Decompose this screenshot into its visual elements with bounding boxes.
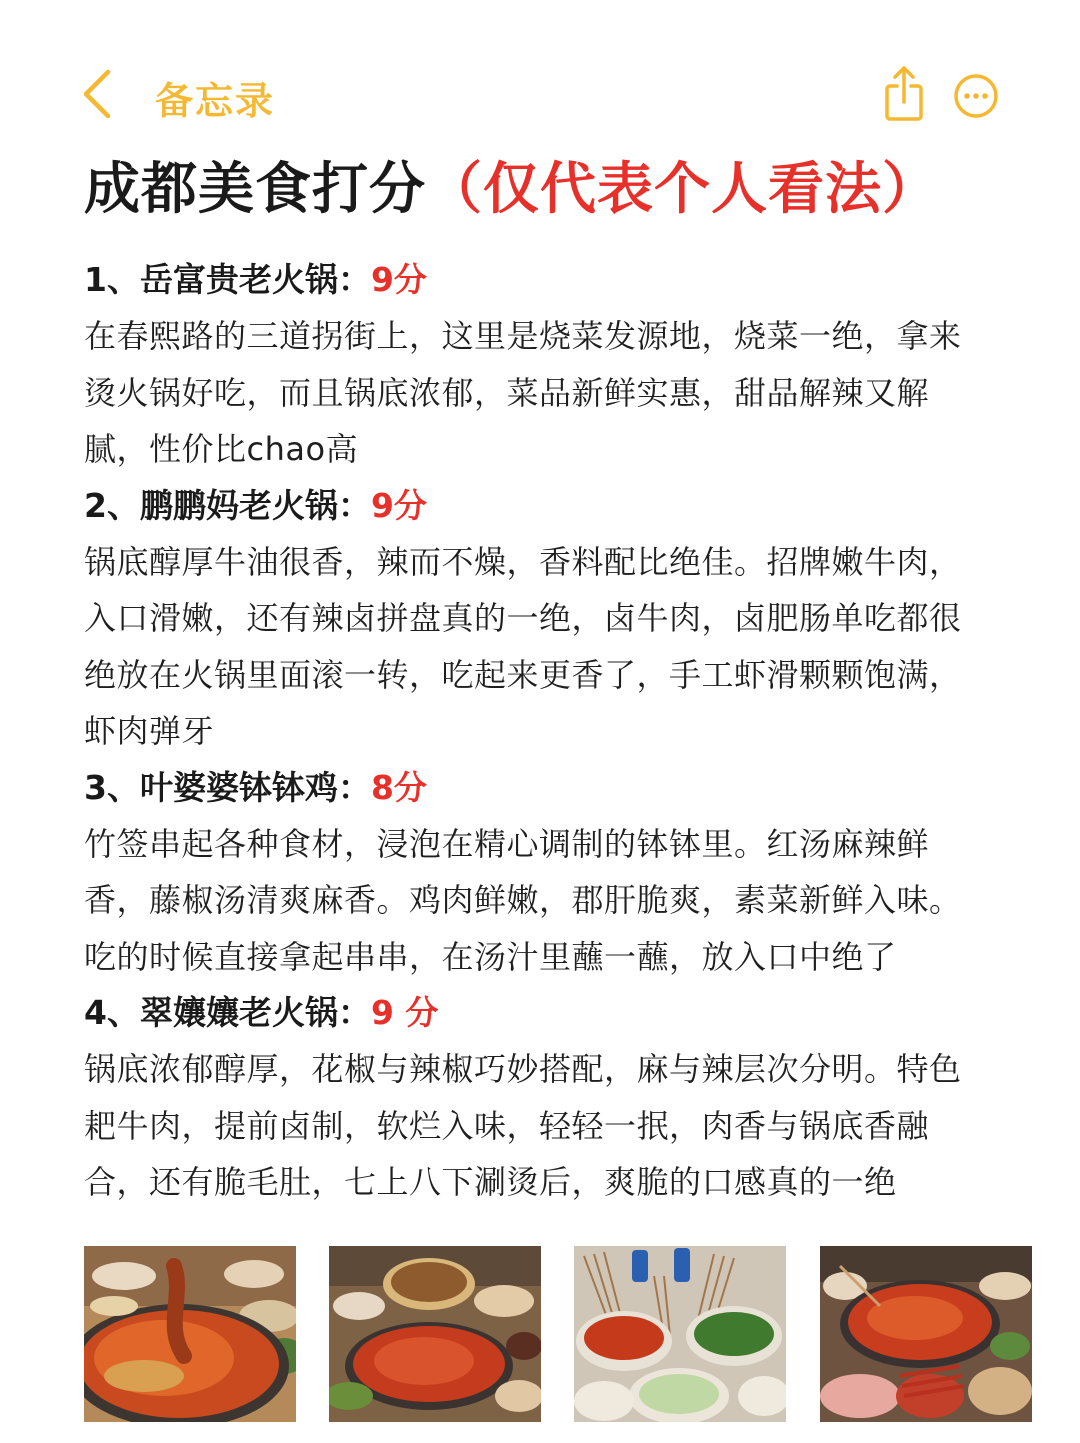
hotpot-photo-3[interactable] [820,1246,1032,1422]
text-line: 锅底醇厚牛油很香，辣而不燥，香料配比绝佳。招牌嫩牛肉， [84,542,962,581]
text-line: 绝放在火锅里面滚一转，吃起来更香了，手工虾滑颗颗饱满， [84,655,962,694]
note-body [84,252,1054,1211]
score: 9分 [370,485,427,525]
entry-description [84,308,1054,478]
more-button[interactable] [952,72,1000,120]
entry-heading [84,252,1054,308]
photo-illustration [329,1246,541,1422]
text-line: 耙牛肉，提前卤制，软烂入味，轻轻一抿，肉香与锅底香融 [84,1106,930,1145]
more-icon [952,72,1000,120]
entry-description [84,816,1054,986]
restaurant-name: 3、叶婆婆钵钵鸡： [84,767,371,807]
text-line: 入口滑嫩，还有辣卤拼盘真的一绝，卤牛肉，卤肥肠单吃都很 [84,599,962,637]
entry-heading [84,985,1054,1041]
photo-illustration [574,1246,786,1422]
restaurant-name: 1、岳富贵老火锅： [84,260,371,299]
entry-4 [84,985,1054,1211]
text-line: 香，藤椒汤清爽麻香。鸡肉鲜嫩，郡肝脆爽，素菜新鲜入味。 [84,881,962,919]
text-line: 合，还有脆毛肚，七上八下涮烫后，爽脆的口感真的一绝 [84,1163,897,1201]
restaurant-name: 4、翠孃孃老火锅： [84,993,371,1032]
score: 8分 [370,767,427,807]
text-line: 虾肉弹牙 [84,712,215,750]
title-note: （仅代表个人看法） [426,157,939,222]
entry-2 [84,478,1054,760]
back-button[interactable] [78,66,118,122]
restaurant-name: 2、鹏鹏妈老火锅： [84,485,371,525]
share-button[interactable] [882,64,926,124]
back-label[interactable]: 备忘录 [155,79,276,123]
photo-illustration [820,1246,1032,1422]
score: 9 分 [370,993,439,1032]
entry-3 [84,760,1054,986]
note-title [84,150,939,230]
text-line: 吃的时候直接拿起串串，在汤汁里蘸一蘸，放入口中绝了 [84,937,897,976]
text-line: 锅底浓郁醇厚，花椒与辣椒巧妙搭配，麻与辣层次分明。特色 [84,1050,962,1088]
entry-heading [84,478,1054,534]
score: 9分 [370,260,427,299]
entry-description [84,1041,1054,1211]
hotpot-photo-2[interactable] [329,1246,541,1422]
entry-heading [84,760,1054,816]
photo-illustration [84,1246,296,1422]
text-line: 竹签串起各种食材，浸泡在精心调制的钵钵里。红汤麻辣鲜 [84,824,930,863]
text-line: 烫火锅好吃，而且锅底浓郁，菜品新鲜实惠，甜品解辣又解 [84,373,930,412]
nav-bar [0,60,1080,130]
hotpot-photo-1[interactable] [84,1246,296,1422]
text-line: 腻，性价比chao高 [84,430,359,468]
entry-1 [84,252,1054,478]
text-line: 在春熙路的三道拐街上，这里是烧菜发源地，烧菜一绝，拿来 [84,317,962,355]
bobo-chicken-photo[interactable] [574,1246,786,1422]
chevron-left-icon [78,66,118,122]
share-icon [882,64,926,124]
photo-strip [84,1246,1032,1422]
title-main: 成都美食打分 [84,157,426,222]
entry-description [84,534,1054,760]
